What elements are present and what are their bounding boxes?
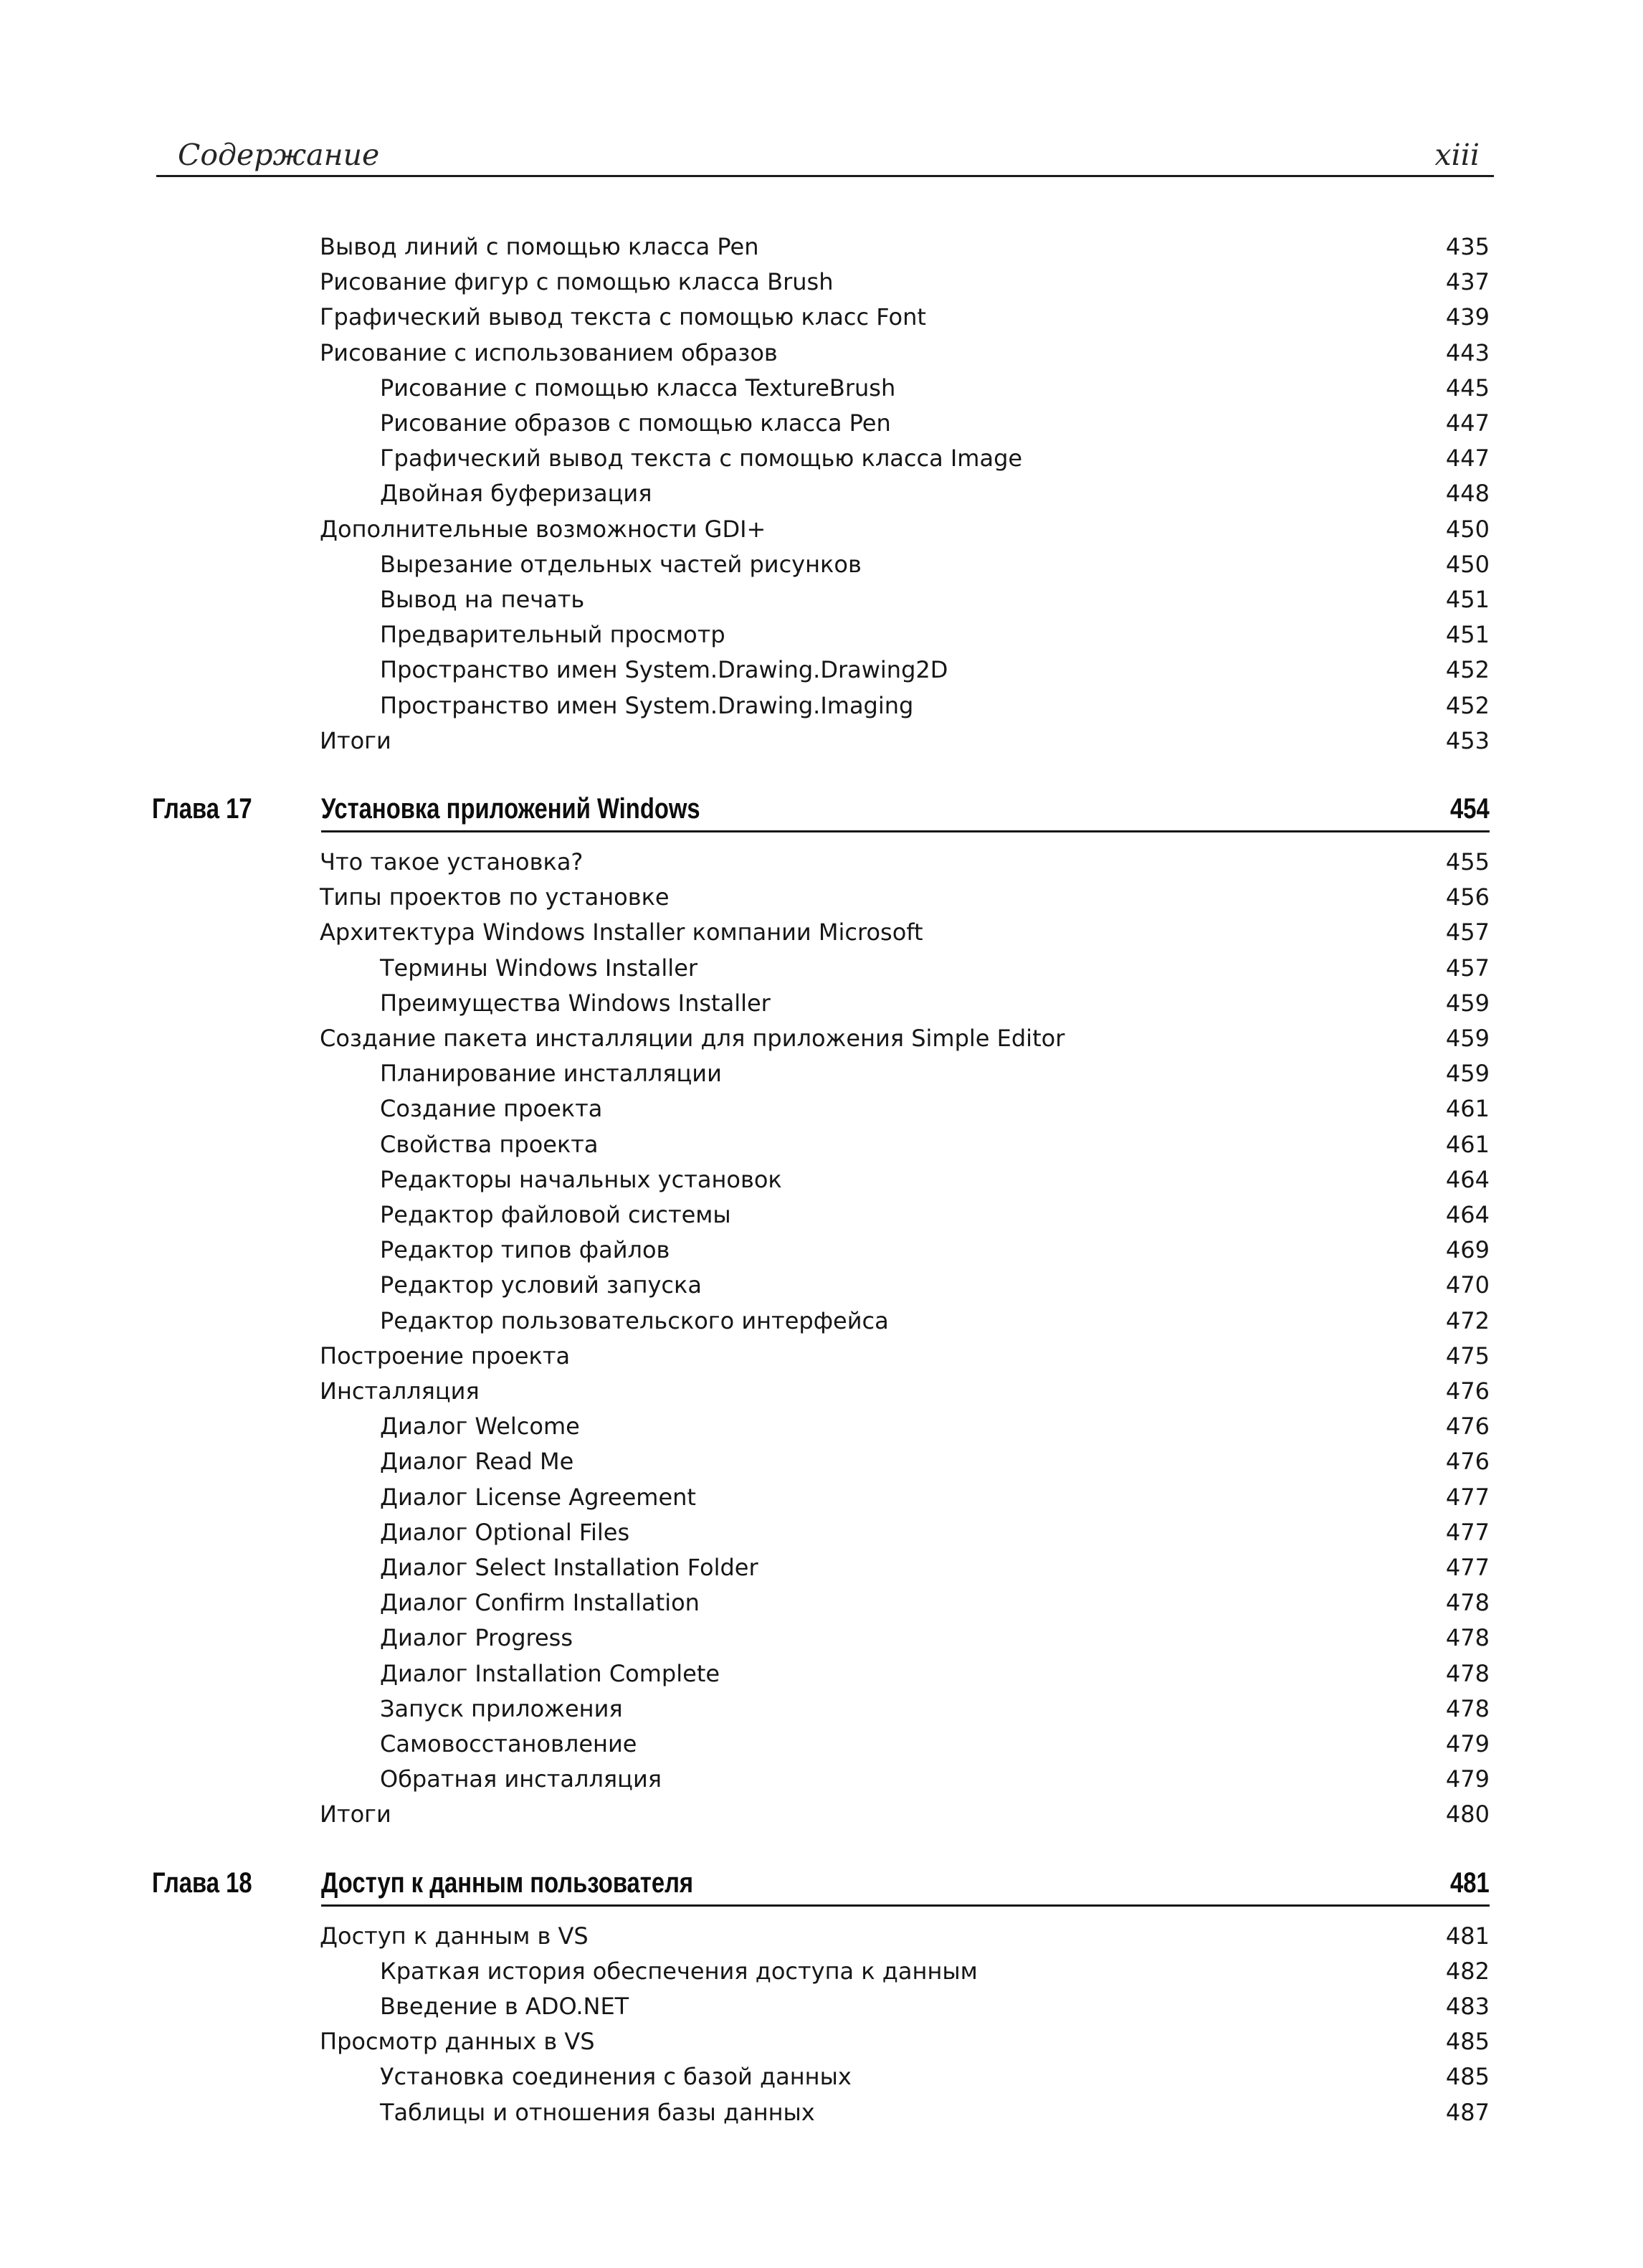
toc-entry-page-number: 479	[1445, 1765, 1490, 1793]
toc-entry-title: Пространство имен System.Drawing.Imaging	[380, 691, 914, 719]
toc-entry[interactable]	[320, 512, 1490, 546]
toc-subentry[interactable]	[380, 1197, 1490, 1232]
toc-entry-title: Создание проекта	[380, 1095, 603, 1123]
chapter-rule	[321, 830, 1490, 832]
chapter-page-number: 454	[1450, 793, 1490, 825]
running-header-page-number: xiii	[1434, 138, 1480, 172]
toc-entry-title: Вывод линий с помощью класса Pen	[320, 233, 759, 260]
running-header	[156, 135, 1494, 177]
toc-subentry[interactable]	[380, 1585, 1490, 1620]
toc-entry[interactable]	[320, 915, 1490, 949]
toc-entry-page-number: 447	[1445, 409, 1490, 437]
toc-entry-page-number: 443	[1445, 338, 1490, 366]
toc-entry-title: Типы проектов по установке	[320, 883, 670, 911]
toc-entry-page-number: 464	[1445, 1201, 1490, 1228]
chapter-title: Доступ к данным пользователя	[321, 1866, 694, 1899]
toc-entry-page-number: 477	[1445, 1483, 1490, 1511]
toc-entry-page-number: 470	[1445, 1271, 1490, 1299]
toc-entry-title: Графический вывод текста с помощью класса Image	[380, 445, 1023, 473]
running-header-title: Содержание	[178, 138, 380, 172]
toc-subentry[interactable]	[380, 1304, 1490, 1338]
toc-subentry[interactable]	[380, 441, 1490, 475]
toc-entry-title: Таблицы и отношения базы данных	[380, 2098, 815, 2126]
toc-entry-title: Инсталляция	[320, 1377, 480, 1405]
chapter-heading[interactable]	[152, 789, 1490, 829]
toc-entry[interactable]	[320, 1339, 1490, 1373]
toc-entry-page-number: 451	[1445, 621, 1490, 649]
toc-entry-title: Архитектура Windows Installer компании Microsoft	[320, 919, 923, 946]
toc-entry-page-number: 455	[1445, 848, 1490, 876]
toc-entry-page-number: 459	[1445, 1060, 1490, 1088]
toc-entry-page-number: 485	[1445, 2028, 1490, 2056]
toc-subentry[interactable]	[380, 371, 1490, 405]
toc-entry-title: Диалог Installation Complete	[380, 1659, 720, 1687]
toc-entry-page-number: 469	[1445, 1236, 1490, 1264]
chapter-rule	[321, 1904, 1490, 1907]
toc-entry-title: Диалог Progress	[380, 1624, 573, 1652]
toc-entry-page-number: 452	[1445, 691, 1490, 719]
toc-entry-title: Построение проекта	[320, 1342, 571, 1370]
chapter-label: Глава 17	[152, 793, 252, 825]
toc-entry-page-number: 478	[1445, 1624, 1490, 1652]
toc-entry-title: Предварительный просмотр	[380, 621, 725, 649]
toc-entry-page-number: 457	[1445, 919, 1490, 946]
toc-entry-title: Двойная буферизация	[380, 480, 652, 508]
toc-subentry[interactable]	[380, 406, 1490, 440]
toc-entry-title: Что такое установка?	[320, 848, 584, 876]
toc-entry-title: Обратная инсталляция	[380, 1765, 662, 1793]
toc-entry-title: Диалог Welcome	[380, 1413, 580, 1441]
toc-entry[interactable]	[320, 2024, 1490, 2059]
toc-subentry[interactable]	[380, 986, 1490, 1020]
chapter-heading[interactable]	[152, 1863, 1490, 1903]
toc-entry-page-number: 450	[1445, 550, 1490, 578]
toc-entry-page-number: 447	[1445, 445, 1490, 473]
toc-subentry[interactable]	[380, 1409, 1490, 1443]
toc-entry-title: Преимущества Windows Installer	[380, 989, 771, 1017]
toc-entry-title: Установка соединения с базой данных	[380, 2063, 852, 2091]
toc-entry-title: Диалог License Agreement	[380, 1483, 696, 1511]
toc-entry-page-number: 472	[1445, 1306, 1490, 1334]
toc-entry[interactable]	[320, 229, 1490, 264]
toc-subentry[interactable]	[380, 1480, 1490, 1514]
toc-entry-title: Диалог Read Me	[380, 1448, 574, 1476]
toc-subentry[interactable]	[380, 476, 1490, 511]
toc-entry-page-number: 476	[1445, 1448, 1490, 1476]
toc-entry-page-number: 475	[1445, 1342, 1490, 1370]
toc-entry-page-number: 476	[1445, 1413, 1490, 1441]
toc-entry-page-number: 479	[1445, 1730, 1490, 1757]
toc-subentry[interactable]	[380, 1056, 1490, 1091]
toc-entry-page-number: 451	[1445, 586, 1490, 613]
toc-entry-title: Графический вывод текста с помощью класс Font	[320, 303, 926, 331]
toc-entry-title: Рисование с помощью класса TextureBrush	[380, 374, 896, 402]
toc-entry[interactable]	[320, 845, 1490, 879]
toc-entry[interactable]	[320, 300, 1490, 334]
toc-entry[interactable]	[320, 265, 1490, 299]
toc-entry-title: Редакторы начальных установок	[380, 1165, 782, 1193]
toc-subentry[interactable]	[380, 582, 1490, 617]
toc-entry-page-number: 487	[1445, 2098, 1490, 2126]
toc-entry-page-number: 457	[1445, 954, 1490, 982]
toc-subentry[interactable]	[380, 1621, 1490, 1655]
toc-entry-page-number: 459	[1445, 1025, 1490, 1052]
toc-entry-page-number: 482	[1445, 1957, 1490, 1985]
toc-subentry[interactable]	[380, 1233, 1490, 1267]
toc-entry-page-number: 461	[1445, 1095, 1490, 1123]
toc-subentry[interactable]	[380, 1268, 1490, 1302]
toc-entry-page-number: 485	[1445, 2063, 1490, 2091]
toc-entry[interactable]	[320, 1374, 1490, 1408]
toc-entry-title: Диалог Select Installation Folder	[380, 1554, 758, 1581]
toc-entry-title: Рисование фигур с помощью класса Brush	[320, 268, 834, 296]
toc-entry-title: Дополнительные возможности GDI+	[320, 515, 766, 543]
toc-entry-title: Рисование образов с помощью класса Pen	[380, 409, 891, 437]
toc-entry-title: Термины Windows Installer	[380, 954, 698, 982]
toc-subentry[interactable]	[380, 547, 1490, 582]
toc-subentry[interactable]	[380, 2095, 1490, 2130]
toc-entry-page-number: 450	[1445, 515, 1490, 543]
toc-entry-title: Планирование инсталляции	[380, 1060, 722, 1088]
toc-entry-page-number: 459	[1445, 989, 1490, 1017]
toc-entry[interactable]	[320, 880, 1490, 914]
toc-entry-title: Свойства проекта	[380, 1130, 599, 1158]
toc-entry[interactable]	[320, 1919, 1490, 1953]
toc-entry[interactable]	[320, 1797, 1490, 1831]
toc-entry-title: Краткая история обеспечения доступа к данным	[380, 1957, 978, 1985]
toc-subentry[interactable]	[380, 951, 1490, 985]
toc-entry-page-number: 448	[1445, 480, 1490, 508]
toc-subentry[interactable]	[380, 1691, 1490, 1726]
toc-entry-page-number: 453	[1445, 726, 1490, 754]
chapter-title: Установка приложений Windows	[321, 793, 700, 825]
toc-entry-title: Вывод на печать	[380, 586, 585, 613]
toc-entry-title: Просмотр данных в VS	[320, 2028, 595, 2056]
toc-entry-page-number: 461	[1445, 1130, 1490, 1158]
toc-entry-page-number: 478	[1445, 1589, 1490, 1617]
chapter-page-number: 481	[1450, 1866, 1490, 1899]
toc-entry-title: Редактор файловой системы	[380, 1201, 731, 1228]
toc-subentry[interactable]	[380, 1762, 1490, 1796]
toc-entry-page-number: 439	[1445, 303, 1490, 331]
toc-entry-page-number: 456	[1445, 883, 1490, 911]
toc-subentry[interactable]	[380, 688, 1490, 723]
toc-subentry[interactable]	[380, 1444, 1490, 1479]
toc-subentry[interactable]	[380, 1515, 1490, 1550]
toc-entry-title: Запуск приложения	[380, 1694, 623, 1722]
toc-subentry[interactable]	[380, 617, 1490, 652]
toc-entry-title: Редактор условий запуска	[380, 1271, 702, 1299]
toc-entry-title: Рисование с использованием образов	[320, 338, 778, 366]
toc-entry-page-number: 464	[1445, 1165, 1490, 1193]
toc-entry-title: Редактор пользовательского интерфейса	[380, 1306, 889, 1334]
toc-entry-page-number: 437	[1445, 268, 1490, 296]
toc-subentry[interactable]	[380, 1989, 1490, 2023]
toc-entry-page-number: 477	[1445, 1554, 1490, 1581]
toc-subentry[interactable]	[380, 1727, 1490, 1761]
toc-entry-title: Создание пакета инсталляции для приложения Simple Editor	[320, 1025, 1065, 1052]
toc-entry-page-number: 445	[1445, 374, 1490, 402]
toc-entry[interactable]	[320, 1021, 1490, 1055]
toc-entry-page-number: 478	[1445, 1659, 1490, 1687]
toc-entry-page-number: 483	[1445, 1993, 1490, 2020]
toc-entry-title: Итоги	[320, 726, 391, 754]
toc-entry[interactable]	[320, 723, 1490, 758]
toc-subentry[interactable]	[380, 1127, 1490, 1162]
toc-subentry[interactable]	[380, 1162, 1490, 1197]
toc-subentry[interactable]	[380, 653, 1490, 687]
toc-entry-title: Итоги	[320, 1800, 391, 1828]
toc-entry-page-number: 477	[1445, 1518, 1490, 1546]
toc-entry-title: Введение в ADO.NET	[380, 1993, 629, 2020]
toc-entry-page-number: 480	[1445, 1800, 1490, 1828]
toc-entry-title: Вырезание отдельных частей рисунков	[380, 550, 862, 578]
toc-subentry[interactable]	[380, 2059, 1490, 2094]
toc-subentry[interactable]	[380, 1954, 1490, 1988]
chapter-label: Глава 18	[152, 1866, 252, 1899]
toc-entry[interactable]	[320, 336, 1490, 370]
toc-entry-page-number: 478	[1445, 1694, 1490, 1722]
toc-entry-page-number: 481	[1445, 1922, 1490, 1950]
toc-entry-title: Пространство имен System.Drawing.Drawing2D	[380, 656, 948, 684]
toc-entry-title: Диалог Optional Files	[380, 1518, 630, 1546]
toc-entry-page-number: 476	[1445, 1377, 1490, 1405]
toc-entry-page-number: 435	[1445, 233, 1490, 260]
toc-entry-page-number: 452	[1445, 656, 1490, 684]
toc-subentry[interactable]	[380, 1656, 1490, 1691]
toc-entry-title: Доступ к данным в VS	[320, 1922, 589, 1950]
toc-subentry[interactable]	[380, 1091, 1490, 1126]
toc-subentry[interactable]	[380, 1550, 1490, 1585]
toc-entry-title: Диалог Confirm Installation	[380, 1589, 700, 1617]
toc-entry-title: Самовосстановление	[380, 1730, 637, 1757]
toc-entry-title: Редактор типов файлов	[380, 1236, 670, 1264]
